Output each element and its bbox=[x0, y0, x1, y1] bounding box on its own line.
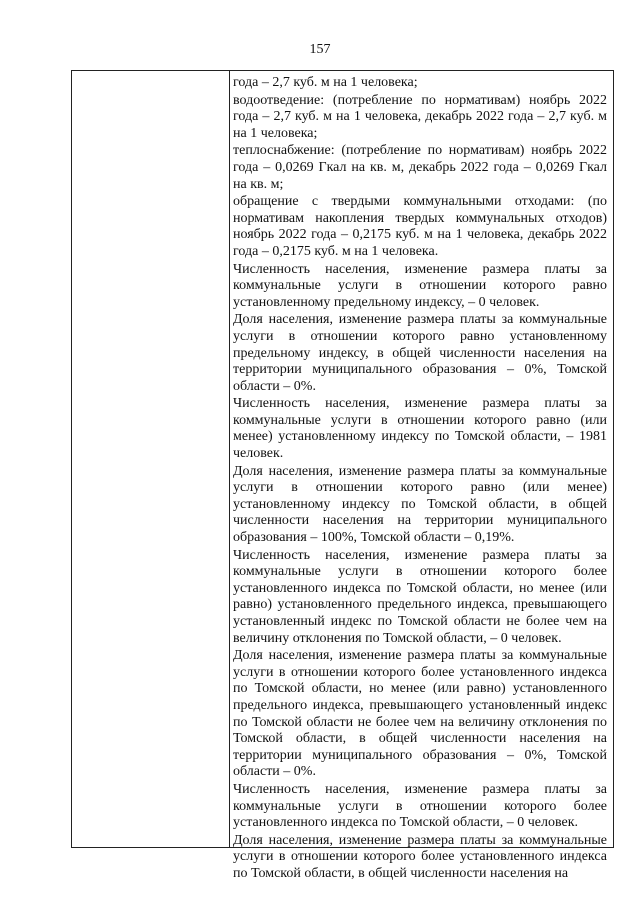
table-paragraph: Численность населения, изменение размера платы за коммунальные услуги в отношении которого равно (или менее) установленному индексу по Томской области, – 1981 человек. bbox=[233, 396, 607, 462]
table-paragraph: года – 2,7 куб. м на 1 человека; bbox=[233, 75, 418, 90]
table-paragraph: Доля населения, изменение размера платы за коммунальные услуги в отношении которого более установленного индекса по Томской области, но менее (или равно) установленного предельного индекса, превышающего установленный индекс по Томской области не более чем на величину отклонения по Томской области, в общей численности населения на территории муниципального образования – 0%, Томской области – 0%. bbox=[233, 648, 607, 780]
table-right-cell bbox=[230, 71, 613, 881]
table-paragraph: Доля населения, изменение размера платы за коммунальные услуги в отношении которого более установленного индекса по Томской области, в общей численности населения на bbox=[233, 832, 607, 881]
table-left-cell bbox=[72, 71, 230, 847]
document-table bbox=[71, 70, 614, 881]
table-paragraph: Численность населения, изменение размера платы за коммунальные услуги в отношении которого более установленного индекса по Томской области, но менее (или равно) установленного предельного индекса, превышающего установленный индекс по Томской области не более чем на величину отклонения по Томской области, – 0 человек. bbox=[233, 547, 607, 646]
table-paragraph: Численность населения, изменение размера платы за коммунальные услуги в отношении которого более установленного индекса по Томской области, – 0 человек. bbox=[233, 781, 607, 831]
table-paragraph: Численность населения, изменение размера платы за коммунальные услуги в отношении которого равно установленному предельному индексу, – 0 человек. bbox=[233, 261, 607, 310]
table-paragraph: теплоснабжение: (потребление по нормативам) ноябрь 2022 года – 0,0269 Гкал на кв. м, декабрь 2022 года – 0,0269 Гкал на кв. м; bbox=[233, 143, 607, 192]
table-paragraph: Доля населения, изменение размера платы за коммунальные услуги в отношении которого равно (или менее) установленному индексу по Томской области, в общей численности населения на территории муниципального образования – 100%, Томской области – 0,19%. bbox=[233, 463, 607, 546]
table-paragraph: Доля населения, изменение размера платы за коммунальные услуги в отношении которого равно установленному предельному индексу, в общей численности населения на территории муниципального образования – 0%, Томской области – 0%. bbox=[233, 312, 607, 394]
page-number: 157 bbox=[309, 42, 331, 57]
table-paragraph: обращение с твердыми коммунальными отходами: (по нормативам накопления твердых коммунальных отходов) ноябрь 2022 года – 0,2175 куб. м на 1 человека, декабрь 2022 года – 0,2175 куб. м на 1 человека. bbox=[233, 194, 607, 259]
table-paragraph: водоотведение: (потребление по нормативам) ноябрь 2022 года – 2,7 куб. м на 1 человека, декабрь 2022 года – 2,7 куб. м на 1 человека; bbox=[233, 92, 607, 141]
